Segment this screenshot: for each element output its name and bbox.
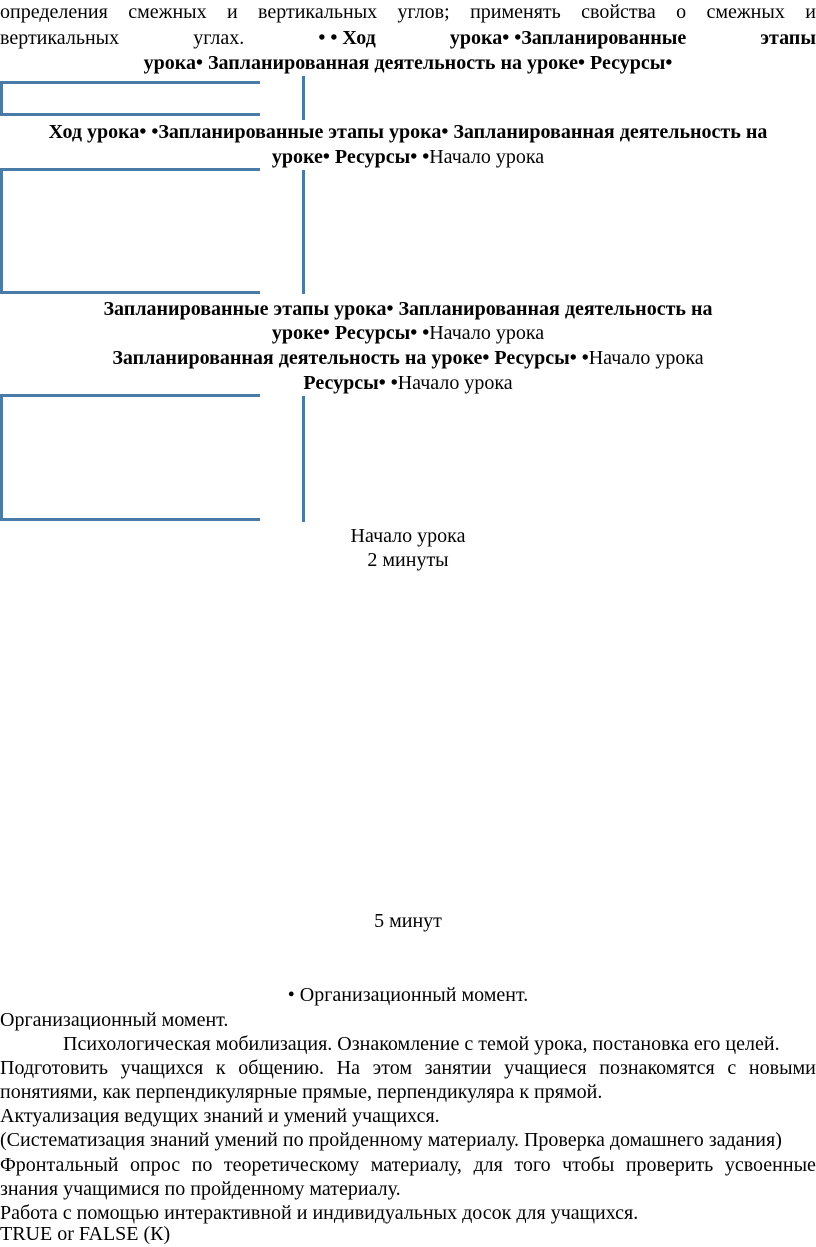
divider-line — [0, 518, 260, 521]
heading-line — [0, 145, 816, 169]
word: занятии — [424, 1057, 492, 1079]
divider-line — [302, 170, 305, 294]
word: Подготовить — [0, 1057, 108, 1079]
heading-line: Ход урока• •Запланированные этапы урока• Запланированная деятельность на — [48, 121, 768, 143]
word: и — [805, 1, 816, 23]
paragraph: Работа с помощью интерактивной и индивидуальных досок для учащихся. — [0, 1202, 639, 1224]
text: Начало урока — [397, 372, 513, 394]
word: усвоенные — [724, 1154, 816, 1176]
word: теоретическому — [223, 1154, 360, 1176]
word: для — [473, 1154, 503, 1176]
divider-line — [302, 76, 305, 120]
paragraph: знания учащимися по пройденному материалу. — [0, 1178, 401, 1200]
word: учащихся — [120, 1057, 204, 1079]
word: урока• •Запланированные — [449, 27, 687, 49]
intro-line-1 — [0, 0, 816, 24]
text: Начало урока — [429, 322, 545, 344]
divider-line — [0, 81, 260, 84]
paragraph: Актуализация ведущих знаний и умений учащихся. — [0, 1105, 440, 1127]
word: учащиеся — [504, 1057, 587, 1079]
divider-line — [0, 168, 260, 171]
stage-duration: 2 минуты — [367, 549, 449, 571]
word: проверить — [625, 1154, 714, 1176]
text: Начало урока — [429, 146, 545, 168]
bullet-item: • Организационный момент. — [287, 984, 529, 1006]
intro-line-2 — [0, 26, 816, 50]
word: того — [514, 1154, 551, 1176]
paragraph-justified — [0, 1056, 816, 1080]
bold-text: Запланированная деятельность на уроке• Ресурсы• • — [112, 347, 589, 369]
paragraph: Организационный момент. — [0, 1009, 229, 1031]
text: Начало урока — [588, 347, 704, 369]
paragraph: Психологическая мобилизация. Ознакомление с темой урока, постановка его целей. — [63, 1033, 780, 1055]
divider-line — [0, 81, 3, 115]
word: этом — [372, 1057, 412, 1079]
word: свойства — [581, 1, 656, 23]
heading-line — [0, 346, 816, 370]
word: смежных — [128, 1, 207, 23]
word: • • Ход — [318, 27, 376, 49]
bold-text: Ресурсы• • — [303, 372, 398, 394]
stage-duration-2: 5 минут — [374, 910, 442, 932]
word: На — [336, 1057, 360, 1079]
stage-title: Начало урока — [350, 525, 466, 547]
word: смежных — [706, 1, 785, 23]
divider-line — [0, 394, 3, 520]
paragraph: (Систематизация знаний умений по пройденному материалу. Проверка домашнего задания) — [0, 1129, 782, 1151]
word: и — [226, 1, 238, 23]
bold-text: уроке• Ресурсы• • — [271, 146, 430, 168]
word: опрос — [130, 1154, 181, 1176]
divider-line — [0, 291, 260, 294]
divider-line — [302, 396, 305, 522]
heading-line — [0, 371, 816, 395]
divider-line — [0, 394, 260, 397]
divider-line — [0, 168, 3, 294]
word: по — [191, 1154, 213, 1176]
word: общению. — [238, 1057, 325, 1079]
word: этапы — [760, 27, 816, 49]
word: углов; — [397, 1, 450, 23]
heading-line — [0, 321, 816, 345]
word: материалу, — [370, 1154, 462, 1176]
word: чтобы — [562, 1154, 615, 1176]
word: о — [676, 1, 687, 23]
word: применять — [470, 1, 561, 23]
word: углах. — [193, 27, 245, 49]
heading-line: Запланированные этапы урока• Запланированная деятельность на — [103, 298, 713, 320]
intro-line-3: урока• Запланированная деятельность на уроке• Ресурсы• — [143, 52, 673, 74]
word: вертикальных — [258, 1, 378, 23]
word: с — [727, 1057, 737, 1079]
paragraph: понятиями, как перпендикулярные прямые, перпендикуляра к прямой. — [0, 1081, 603, 1103]
divider-line — [0, 113, 260, 116]
paragraph-justified — [0, 1153, 816, 1177]
word: Фронтальный — [0, 1154, 119, 1176]
paragraph: TRUE or FALSE (К) — [0, 1223, 171, 1245]
word: к — [215, 1057, 226, 1079]
word: познакомятся — [599, 1057, 715, 1079]
word: новыми — [748, 1057, 816, 1079]
word: вертикальных — [0, 27, 120, 49]
word: определения — [0, 1, 108, 23]
bold-text: уроке• Ресурсы• • — [271, 322, 430, 344]
